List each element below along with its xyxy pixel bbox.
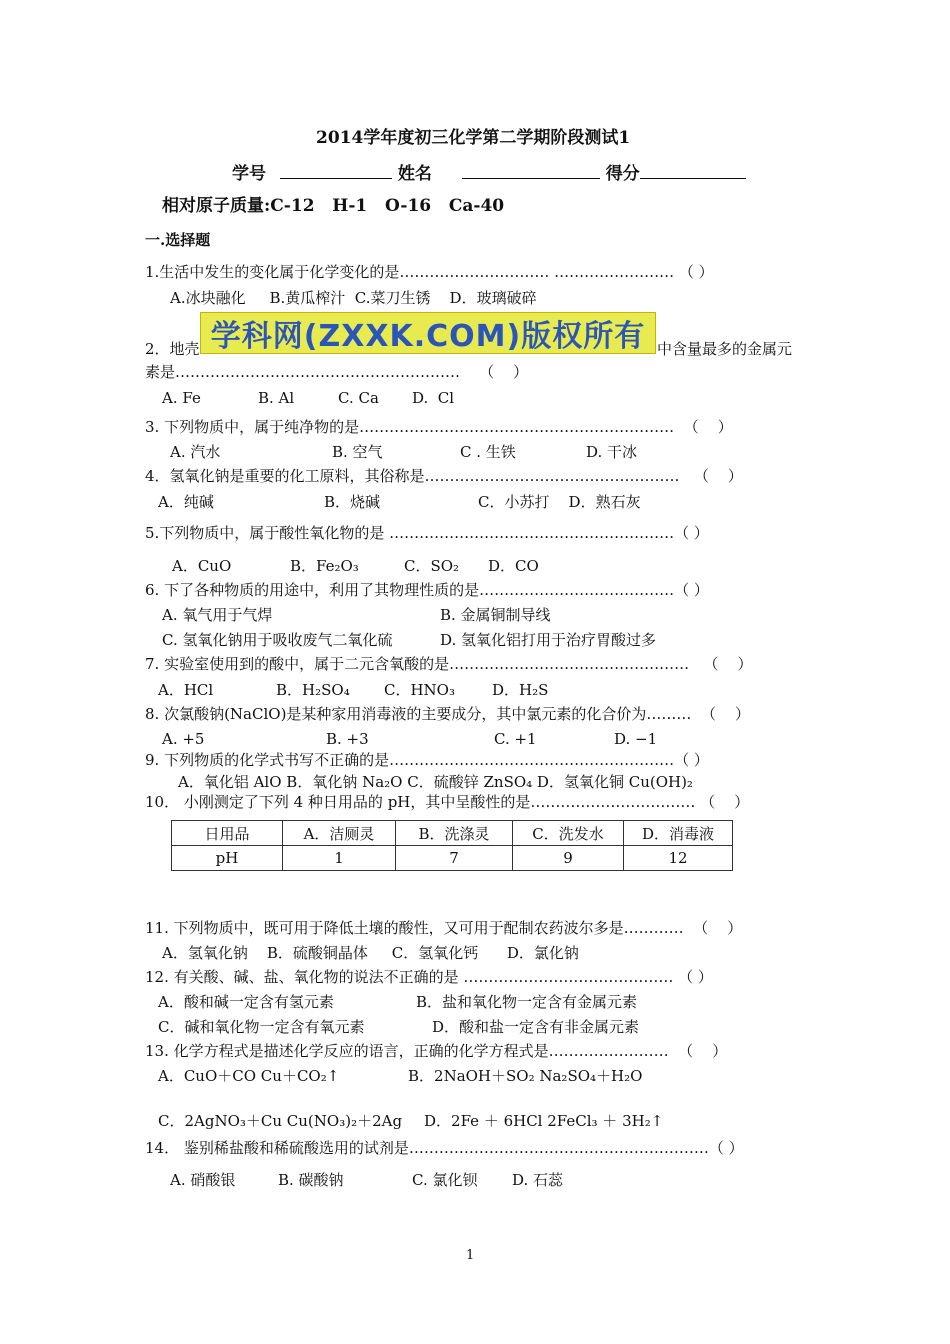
question-3-option-b: B. 空气 xyxy=(332,443,383,461)
table-row xyxy=(172,821,733,846)
info-line xyxy=(232,162,746,184)
question-8-option-c: C. +1 xyxy=(494,730,537,748)
question-13-option-a: A．CuO＋CO Cu＋CO₂↑ xyxy=(158,1067,340,1085)
question-14-option-a: A. 硝酸银 xyxy=(170,1171,236,1189)
name-label: 姓名 xyxy=(397,164,432,184)
question-5-option-d: D．CO xyxy=(488,557,539,575)
question-5-option-b: B．Fe₂O₃ xyxy=(290,557,359,575)
question-2-stem-line2: 素是………………………………………………… （ ） xyxy=(145,363,529,381)
question-6-stem: 6. 下了各种物质的用途中，利用了其物理性质的是…………………………………（ ） xyxy=(145,581,709,599)
question-7-option-d: D．H₂S xyxy=(492,681,549,699)
table-header-cell: B．洗涤灵 xyxy=(396,821,513,846)
question-7-stem: 7. 实验室使用到的酸中，属于二元含氧酸的是………………………………………… （ ） xyxy=(145,655,753,673)
question-5-stem: 5.下列物质中，属于酸性氧化物的是 …………………………………………………（ ） xyxy=(145,524,709,542)
table-header-cell: C．洗发水 xyxy=(513,821,624,846)
question-2-option-c: C. Ca xyxy=(338,389,379,407)
question-2-stem-end: 中含量最多的金属元 xyxy=(657,340,793,358)
question-12-option-c: C．碱和氧化物一定含有氧元素 xyxy=(158,1018,365,1036)
question-8-option-d: D. −1 xyxy=(614,730,658,748)
question-3-option-d: D. 干冰 xyxy=(586,443,638,461)
question-2-stem-start: 2．地壳 xyxy=(145,340,200,358)
question-14-option-d: D. 石蕊 xyxy=(512,1171,564,1189)
question-14-option-b: B. 碳酸钠 xyxy=(278,1171,344,1189)
table-header-cell: D．消毒液 xyxy=(624,821,733,846)
question-13-stem: 13. 化学方程式是描述化学反应的语言，正确的化学方程式是…………………… （ ） xyxy=(145,1042,728,1060)
atomic-mass-line xyxy=(162,196,504,216)
question-9-stem: 9. 下列物质的化学式书写不正确的是…………………………………………………（ ） xyxy=(145,751,709,769)
question-8-option-a: A. +5 xyxy=(162,730,205,748)
question-5-option-c: C．SO₂ xyxy=(404,557,460,575)
question-13-option-b: B．2NaOH＋SO₂ Na₂SO₄＋H₂O xyxy=(408,1067,643,1085)
question-14-stem: 14． 鉴别稀盐酸和稀硫酸选用的试剂是……………………………………………………（ ） xyxy=(145,1139,744,1157)
ph-table xyxy=(171,820,733,871)
table-header-cell: A．洁厕灵 xyxy=(283,821,396,846)
table-cell: 7 xyxy=(396,846,513,871)
question-13-option-d: D．2Fe ＋ 6HCl 2FeCl₃ ＋ 3H₂↑ xyxy=(424,1112,664,1130)
question-13-option-c: C．2AgNO₃＋Cu Cu(NO₃)₂＋2Ag xyxy=(158,1112,403,1130)
table-row xyxy=(172,846,733,871)
question-7-option-a: A．HCl xyxy=(158,681,214,699)
question-2-option-d: D. Cl xyxy=(412,389,455,407)
watermark-banner: 学科网(ZXXK.COM)版权所有 xyxy=(200,312,656,354)
question-12-option-b: B．盐和氧化物一定含有金属元素 xyxy=(416,993,638,1011)
question-4-stem: 4．氢氧化钠是重要的化工原料，其俗称是…………………………………………… （ ） xyxy=(145,467,743,485)
question-4-option-cd: C．小苏打 D．熟石灰 xyxy=(478,493,641,511)
score-blank[interactable] xyxy=(640,162,746,179)
question-9-options: A．氧化铝 AlO B．氧化钠 Na₂O C．硫酸锌 ZnSO₄ D．氢氧化铜 Cu(OH)₂ xyxy=(178,773,693,791)
table-cell: 1 xyxy=(283,846,396,871)
question-5-option-a: A．CuO xyxy=(172,557,232,575)
question-6-option-c: C. 氢氧化钠用于吸收废气二氧化硫 xyxy=(162,631,393,649)
exam-title: 2014学年度初三化学第二学期阶段测试1 xyxy=(316,128,631,148)
student-id-blank[interactable] xyxy=(280,162,392,179)
question-3-stem: 3. 下列物质中，属于纯净物的是……………………………………………………… （ ） xyxy=(145,418,733,436)
question-7-option-c: C．HNO₃ xyxy=(384,681,455,699)
question-11-options: A．氢氧化钠 B．硫酸铜晶体 C．氢氧化钙 D．氯化钠 xyxy=(162,944,579,962)
question-7-option-b: B．H₂SO₄ xyxy=(276,681,350,699)
table-cell: pH xyxy=(172,846,283,871)
question-8-option-b: B. +3 xyxy=(326,730,369,748)
question-12-option-a: A．酸和碱一定含有氢元素 xyxy=(158,993,334,1011)
question-1-stem: 1.生活中发生的变化属于化学变化的是………………………… …………………… （ ） xyxy=(145,263,714,281)
question-3-option-a: A. 汽水 xyxy=(170,443,221,461)
name-blank[interactable] xyxy=(462,162,600,179)
question-10-stem: 10． 小刚测定了下列 4 种日用品的 pH，其中呈酸性的是…………………………… （ ） xyxy=(145,793,750,811)
question-12-option-d: D．酸和盐一定含有非金属元素 xyxy=(432,1018,640,1036)
question-6-option-a: A. 氧气用于气焊 xyxy=(162,606,273,624)
question-6-option-b: B. 金属铜制导线 xyxy=(440,606,551,624)
question-6-option-d: D. 氢氧化铝打用于治疗胃酸过多 xyxy=(440,631,657,649)
atomic-mass: 相对原子质量:C-12 H-1 O-16 Ca-40 xyxy=(162,196,505,216)
question-11-stem: 11. 下列物质中，既可用于降低土壤的酸性，又可用于配制农药波尔多是………… （ ） xyxy=(145,919,743,937)
question-8-stem: 8. 次氯酸钠(NaClO)是某种家用消毒液的主要成分，其中氯元素的化合价为……… （ ） xyxy=(145,705,751,723)
page-number: 1 xyxy=(466,1248,475,1263)
table-header-cell: 日用品 xyxy=(172,821,283,846)
table-cell: 12 xyxy=(624,846,733,871)
question-2-option-a: A. Fe xyxy=(162,389,201,407)
question-12-stem: 12. 有关酸、碱、盐、氧化物的说法不正确的是 …………………………………… （ ） xyxy=(145,968,713,986)
question-3-option-c: C . 生铁 xyxy=(460,443,516,461)
question-14-option-c: C. 氯化钡 xyxy=(412,1171,478,1189)
question-2-option-b: B. Al xyxy=(258,389,295,407)
question-4-option-a: A．纯碱 xyxy=(158,493,214,511)
question-1-options: A.冰块融化 B.黄瓜榨汁 C.菜刀生锈 D．玻璃破碎 xyxy=(170,289,537,307)
question-4-option-b: B．烧碱 xyxy=(324,493,381,511)
section-heading: 一.选择题 xyxy=(145,231,211,249)
score-label: 得分 xyxy=(605,164,640,184)
table-cell: 9 xyxy=(513,846,624,871)
student-id-label: 学号 xyxy=(232,164,266,184)
